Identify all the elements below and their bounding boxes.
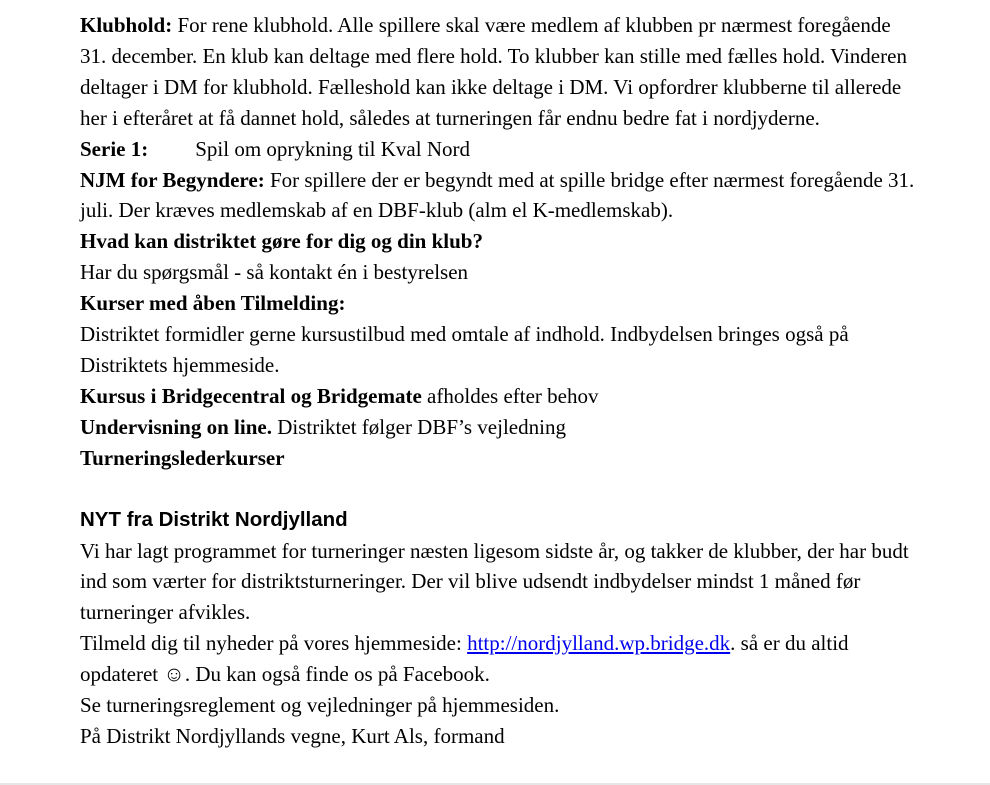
signature-line: På Distrikt Nordjyllands vegne, Kurt Als, formand <box>80 723 505 748</box>
njm-paragraph <box>80 165 915 227</box>
nyt-se-paragraph: Se turneringsreglement og vejledninger på hjemmesiden. <box>80 693 560 718</box>
tilmeld-text-before: Tilmeld dig til nyheder på vores hjemmeside: <box>80 631 468 656</box>
kurser-heading <box>80 288 915 319</box>
njm-label: NJM for Begyndere: <box>80 167 265 192</box>
serie1-label: Serie 1: <box>80 136 149 161</box>
undervisning-text: Distriktet følger DBF’s vejledning <box>271 414 566 439</box>
turneringsleder-label: Turneringslederkurser <box>80 445 285 470</box>
hvad-heading <box>80 226 915 257</box>
njm-text: For spillere der er begyndt med at spille bridge efter nærmest foregående 31. juli. Der kræves medlemskab af en DBF-klub (alm el K-medlemskab). <box>80 167 915 223</box>
bridgecentral-text: afholdes efter behov <box>421 383 599 408</box>
kurser-text: Distriktet formidler gerne kursustilbud med omtale af indhold. Indbydelsen bringes også på Distriktets hjemmeside. <box>80 322 849 377</box>
section-spacer <box>80 474 915 505</box>
undervisning-label: Undervisning on line. <box>80 414 272 439</box>
turneringsleder-paragraph <box>80 443 915 474</box>
klubhold-paragraph <box>80 10 915 134</box>
hvad-text: Har du spørgsmål - så kontakt én i bestyrelsen <box>80 260 469 285</box>
undervisning-paragraph <box>80 412 915 443</box>
nyt-heading: NYT fra Distrikt Nordjylland <box>80 507 348 531</box>
bridgecentral-label: Kursus i Bridgecentral og Bridgemate <box>80 383 422 408</box>
document-page <box>80 10 915 752</box>
bridgecentral-paragraph <box>80 381 915 412</box>
tilmeld-text-after: . så er du altid opdateret ☺. Du kan også finde os på Facebook. <box>80 631 849 687</box>
hvad-heading-text: Hvad kan distriktet gøre for dig og din klub? <box>80 229 483 254</box>
kurser-heading-text: Kurser med åben Tilmelding: <box>80 291 346 316</box>
klubhold-label: Klubhold: <box>80 13 173 37</box>
serie1-paragraph <box>80 134 915 165</box>
klubhold-text: For rene klubhold. Alle spillere skal være medlem af klubben pr nærmest foregående 31. december. En klub kan deltage med flere hold. To klubber kan stille med fælles hold. Vinderen deltager i DM for klubhold. Fælleshold kan ikke deltage i DM. Vi opfordrer klubberne til allerede her i efteråret at få dannet hold, således at turneringen får endnu bedre fat i nordjyderne. <box>80 13 907 130</box>
nyt-paragraph-1: Vi har lagt programmet for turneringer næsten ligesom sidste år, og takker de klubber, der har budt ind som værter for distriktsturneringer. Der vil blive udsendt indbydelser mindst 1 måned før turneringer afvikles. <box>80 538 909 625</box>
nyt-tilmeld-paragraph <box>80 628 915 690</box>
homepage-link[interactable]: http://nordjylland.wp.bridge.dk <box>467 631 731 656</box>
serie1-text: Spil om oprykning til Kval Nord <box>195 136 470 161</box>
